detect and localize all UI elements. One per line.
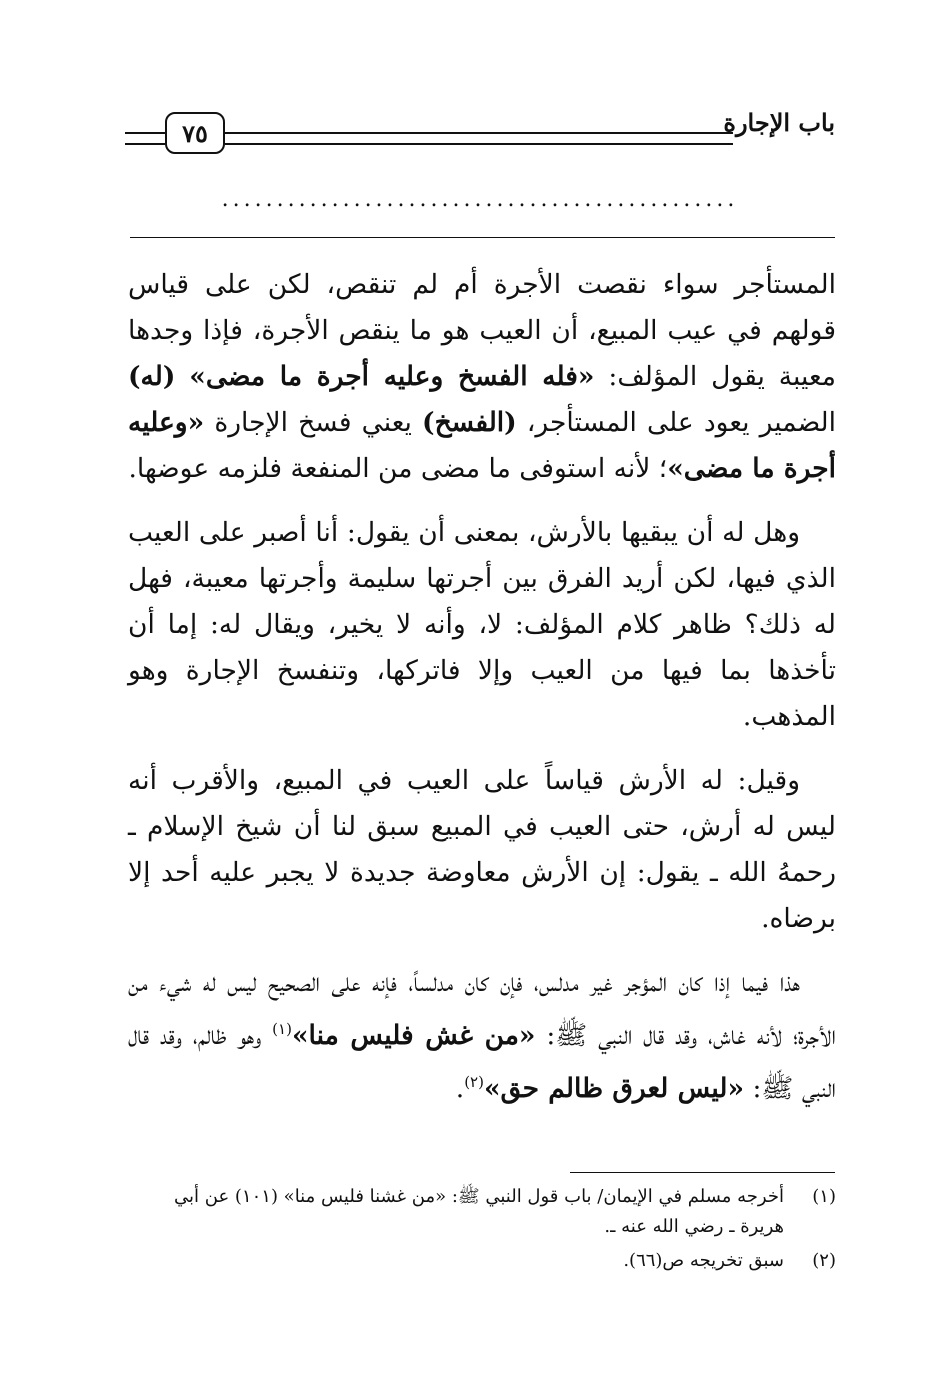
content-rule (130, 237, 835, 238)
paragraph-3: وقيل: له الأرش قياساً على العيب في المبيع، والأقرب أنه ليس له أرش، حتى العيب في المبيع سبق لنا أن شيخ الإسلام ـ رحمهُ الله ـ يقول: إن الأرش معاوضة جديدة لا يجبر عليه أحد إلا برضاه. (128, 765, 836, 934)
footnote-mark: (١) (812, 1186, 836, 1207)
p1-bold-fasakh: (الفسخ) (422, 407, 517, 438)
p1-text-3: يعني فسخ الإجارة (214, 407, 412, 438)
dotted-separator: ............................................... (221, 187, 739, 212)
p1-text-4: ؛ لأنه استوفى ما مضى من المنفعة فلزمه عوضها. (128, 453, 668, 484)
p4-end: . (455, 1072, 465, 1104)
p1-quote-1: «فله الفسخ وعليه أجرة ما مضى» (189, 361, 595, 392)
footnote-ref-1[interactable]: (١) (272, 1020, 292, 1038)
footnotes (128, 1182, 836, 1280)
p4-quote-1: «من غش فليس منا» (291, 1019, 536, 1051)
chapter-title: باب الإجارة (723, 108, 835, 137)
paragraph-2: وهل له أن يبقيها بالأرش، بمعنى أن يقول: أنا أصبر على العيب الذي فيها، لكن أريد الفرق بين أجرتها سليمة وأجرتها معيبة، فهل له ذلك؟ ظاهر كلام المؤلف: لا، وأنه لا يخير، ويقال له: إما أن تأخذها بما فيها من العيب وإلا فاتركها، وتنفسخ الإجارة وهو المذهب. (128, 517, 836, 732)
p1-text-2: الضمير يعود على المستأجر، (526, 407, 836, 438)
header-rule-right (225, 132, 733, 145)
footnote-ref-2[interactable]: (٢) (464, 1072, 484, 1091)
main-text (128, 262, 836, 1130)
p4-quote-2: «ليس لعرق ظالم حق» (483, 1072, 745, 1104)
p1-text: المستأجر سواء نقصت الأجرة أم لم تنقص، لكن على قياس قولهم في عيب المبيع، أن العيب هو ما ينقص الأجرة، فإذا وجدها معيبة يقول المؤلف: (128, 269, 836, 392)
footnote-text: سبق تخريجه ص(٦٦). (623, 1250, 784, 1271)
footnote-mark: (٢) (812, 1250, 836, 1271)
footnote-1 (128, 1182, 836, 1242)
paragraph-4 (128, 960, 836, 1112)
p1-bold-lahu: (له) (128, 361, 176, 392)
footnote-2 (128, 1246, 836, 1276)
footnote-rule (570, 1172, 835, 1173)
page-number: ٧٥ (165, 112, 225, 154)
paragraph-1 (128, 262, 836, 492)
header-rule-left (125, 132, 165, 145)
p1-quote-2: «وعليه أجرة ما مضى» (128, 407, 836, 484)
page-header (125, 108, 835, 158)
footnote-text: أخرجه مسلم في الإيمان/ باب قول النبي ﷺ: «من غشنا فليس منا» (١٠١) عن أبي هريرة ـ رضي الله عنه ـ. (174, 1186, 784, 1237)
p4-text-1: هذا فيما إذا كان المؤجر غير مدلس، فإن كان مدلساً، فإنه على الصحيح ليس له شيء من الأجرة؛ لأنه غاش، وقد قال النبي ﷺ: (128, 967, 836, 1051)
p4-text-2: وهو ظالم، وقد قال النبي ﷺ: (128, 1019, 836, 1104)
